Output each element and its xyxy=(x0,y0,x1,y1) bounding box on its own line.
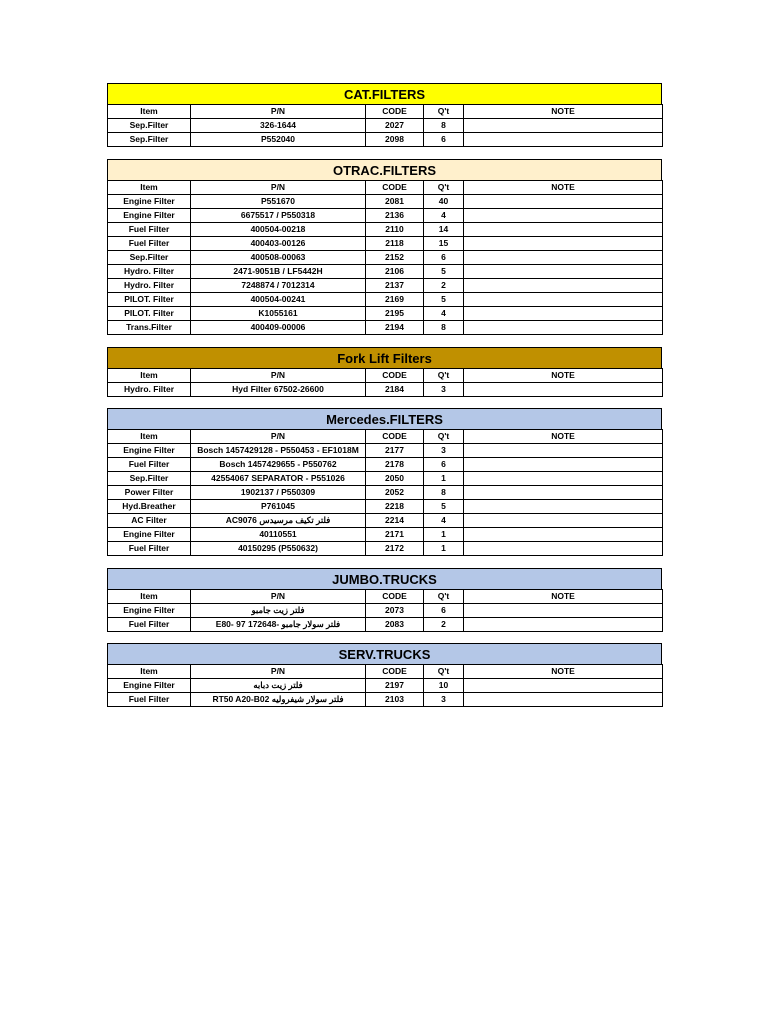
cell-item: Sep.Filter xyxy=(108,472,191,486)
cell-qt: 6 xyxy=(424,251,464,265)
filter-section xyxy=(107,159,662,335)
cell-pn: 326-1644 xyxy=(191,119,366,133)
table-row xyxy=(108,293,663,307)
column-header-item: Item xyxy=(108,181,191,195)
cell-item: Fuel Filter xyxy=(108,237,191,251)
cell-code: 2214 xyxy=(366,514,424,528)
filter-section xyxy=(107,643,662,707)
cell-item: Engine Filter xyxy=(108,604,191,618)
filter-table xyxy=(107,664,663,707)
section-title: JUMBO.TRUCKS xyxy=(107,568,662,589)
table-row xyxy=(108,528,663,542)
table-row xyxy=(108,251,663,265)
cell-qt: 8 xyxy=(424,486,464,500)
cell-item: Fuel Filter xyxy=(108,618,191,632)
section-title: SERV.TRUCKS xyxy=(107,643,662,664)
table-row xyxy=(108,133,663,147)
cell-code: 2118 xyxy=(366,237,424,251)
table-row xyxy=(108,223,663,237)
cell-qt: 15 xyxy=(424,237,464,251)
cell-note xyxy=(464,472,663,486)
cell-pn: فلتر زيت دبابه xyxy=(191,679,366,693)
cell-pn: 1902137 / P550309 xyxy=(191,486,366,500)
cell-item: Hydro. Filter xyxy=(108,265,191,279)
cell-code: 2098 xyxy=(366,133,424,147)
cell-pn: 40110551 xyxy=(191,528,366,542)
table-row xyxy=(108,679,663,693)
cell-pn: 400403-00126 xyxy=(191,237,366,251)
cell-pn: فلتر سولار شيفروليه RT50 A20-B02 xyxy=(191,693,366,707)
cell-note xyxy=(464,500,663,514)
cell-item: Engine Filter xyxy=(108,679,191,693)
section-title: Fork Lift Filters xyxy=(107,347,662,368)
cell-note xyxy=(464,618,663,632)
cell-note xyxy=(464,133,663,147)
cell-code: 2171 xyxy=(366,528,424,542)
cell-code: 2103 xyxy=(366,693,424,707)
cell-pn: Hyd Filter 67502-26600 xyxy=(191,383,366,397)
table-row xyxy=(108,472,663,486)
header-row xyxy=(108,105,663,119)
cell-qt: 3 xyxy=(424,444,464,458)
cell-note xyxy=(464,444,663,458)
filter-table xyxy=(107,180,663,335)
column-header-note: NOTE xyxy=(464,430,663,444)
cell-qt: 3 xyxy=(424,693,464,707)
column-header-note: NOTE xyxy=(464,665,663,679)
cell-code: 2218 xyxy=(366,500,424,514)
column-header-item: Item xyxy=(108,590,191,604)
cell-item: PILOT. Filter xyxy=(108,293,191,307)
cell-qt: 5 xyxy=(424,500,464,514)
table-row xyxy=(108,279,663,293)
cell-item: Fuel Filter xyxy=(108,693,191,707)
cell-pn: 42554067 SEPARATOR - P551026 xyxy=(191,472,366,486)
column-header-qt: Q't xyxy=(424,665,464,679)
cell-qt: 8 xyxy=(424,321,464,335)
cell-qt: 1 xyxy=(424,472,464,486)
cell-note xyxy=(464,279,663,293)
cell-pn: 40150295 (P550632) xyxy=(191,542,366,556)
filter-table xyxy=(107,104,663,147)
cell-qt: 4 xyxy=(424,514,464,528)
table-row xyxy=(108,514,663,528)
table-row xyxy=(108,119,663,133)
column-header-code: CODE xyxy=(366,181,424,195)
filter-section xyxy=(107,568,662,632)
column-header-note: NOTE xyxy=(464,105,663,119)
cell-note xyxy=(464,209,663,223)
column-header-qt: Q't xyxy=(424,181,464,195)
cell-pn: 400504-00218 xyxy=(191,223,366,237)
table-row xyxy=(108,444,663,458)
cell-qt: 8 xyxy=(424,119,464,133)
section-title: OTRAC.FILTERS xyxy=(107,159,662,180)
cell-note xyxy=(464,528,663,542)
section-title: Mercedes.FILTERS xyxy=(107,408,662,429)
table-row xyxy=(108,321,663,335)
cell-item: Trans.Filter xyxy=(108,321,191,335)
column-header-note: NOTE xyxy=(464,369,663,383)
cell-item: Engine Filter xyxy=(108,528,191,542)
cell-pn: P761045 xyxy=(191,500,366,514)
cell-pn: 2471-9051B / LF5442H xyxy=(191,265,366,279)
cell-code: 2184 xyxy=(366,383,424,397)
cell-pn: Bosch 1457429655 - P550762 xyxy=(191,458,366,472)
column-header-code: CODE xyxy=(366,590,424,604)
table-row xyxy=(108,542,663,556)
cell-pn: K1055161 xyxy=(191,307,366,321)
cell-code: 2050 xyxy=(366,472,424,486)
cell-pn: Bosch 1457429128 - P550453 - EF1018M xyxy=(191,444,366,458)
cell-pn: P552040 xyxy=(191,133,366,147)
table-row xyxy=(108,693,663,707)
cell-qt: 2 xyxy=(424,618,464,632)
cell-code: 2169 xyxy=(366,293,424,307)
cell-qt: 6 xyxy=(424,133,464,147)
cell-note xyxy=(464,293,663,307)
column-header-qt: Q't xyxy=(424,430,464,444)
header-row xyxy=(108,665,663,679)
table-row xyxy=(108,604,663,618)
cell-note xyxy=(464,693,663,707)
filter-table xyxy=(107,589,663,632)
filter-table xyxy=(107,429,663,556)
cell-note xyxy=(464,265,663,279)
cell-pn: 400409-00006 xyxy=(191,321,366,335)
cell-item: Fuel Filter xyxy=(108,542,191,556)
filter-section xyxy=(107,347,662,397)
table-row xyxy=(108,265,663,279)
cell-code: 2136 xyxy=(366,209,424,223)
column-header-code: CODE xyxy=(366,665,424,679)
section-title: CAT.FILTERS xyxy=(107,83,662,104)
header-row xyxy=(108,590,663,604)
cell-code: 2194 xyxy=(366,321,424,335)
cell-qt: 40 xyxy=(424,195,464,209)
cell-item: Hyd.Breather xyxy=(108,500,191,514)
cell-item: Fuel Filter xyxy=(108,223,191,237)
cell-code: 2110 xyxy=(366,223,424,237)
cell-note xyxy=(464,195,663,209)
cell-code: 2106 xyxy=(366,265,424,279)
cell-code: 2197 xyxy=(366,679,424,693)
cell-qt: 14 xyxy=(424,223,464,237)
cell-item: Engine Filter xyxy=(108,209,191,223)
cell-item: PILOT. Filter xyxy=(108,307,191,321)
cell-code: 2052 xyxy=(366,486,424,500)
cell-item: Fuel Filter xyxy=(108,458,191,472)
cell-qt: 6 xyxy=(424,458,464,472)
cell-code: 2177 xyxy=(366,444,424,458)
cell-qt: 6 xyxy=(424,604,464,618)
filter-section xyxy=(107,83,662,147)
filter-section xyxy=(107,408,662,556)
table-row xyxy=(108,618,663,632)
cell-note xyxy=(464,514,663,528)
cell-pn: فلتر زيت جامبو xyxy=(191,604,366,618)
cell-item: Hydro. Filter xyxy=(108,279,191,293)
cell-pn: 6675517 / P550318 xyxy=(191,209,366,223)
cell-note xyxy=(464,486,663,500)
cell-qt: 1 xyxy=(424,528,464,542)
cell-qt: 4 xyxy=(424,209,464,223)
cell-code: 2073 xyxy=(366,604,424,618)
table-row xyxy=(108,458,663,472)
column-header-pn: P/N xyxy=(191,369,366,383)
column-header-item: Item xyxy=(108,369,191,383)
cell-item: AC Filter xyxy=(108,514,191,528)
cell-note xyxy=(464,237,663,251)
cell-note xyxy=(464,321,663,335)
cell-qt: 1 xyxy=(424,542,464,556)
cell-pn: 400508-00063 xyxy=(191,251,366,265)
cell-qt: 3 xyxy=(424,383,464,397)
cell-note xyxy=(464,679,663,693)
cell-item: Engine Filter xyxy=(108,195,191,209)
table-row xyxy=(108,195,663,209)
column-header-note: NOTE xyxy=(464,590,663,604)
column-header-pn: P/N xyxy=(191,665,366,679)
cell-note xyxy=(464,458,663,472)
cell-item: Sep.Filter xyxy=(108,119,191,133)
cell-code: 2027 xyxy=(366,119,424,133)
column-header-qt: Q't xyxy=(424,105,464,119)
column-header-qt: Q't xyxy=(424,590,464,604)
cell-note xyxy=(464,119,663,133)
header-row xyxy=(108,369,663,383)
cell-qt: 2 xyxy=(424,279,464,293)
cell-code: 2081 xyxy=(366,195,424,209)
cell-qt: 5 xyxy=(424,293,464,307)
cell-code: 2195 xyxy=(366,307,424,321)
cell-qt: 5 xyxy=(424,265,464,279)
table-row xyxy=(108,237,663,251)
cell-item: Engine Filter xyxy=(108,444,191,458)
column-header-pn: P/N xyxy=(191,181,366,195)
cell-pn: Eفلتر سولار جامبو -172648 97 -80 xyxy=(191,618,366,632)
header-row xyxy=(108,181,663,195)
cell-qt: 4 xyxy=(424,307,464,321)
cell-pn: فلتر تكيف مرسيدس AC9076 xyxy=(191,514,366,528)
header-row xyxy=(108,430,663,444)
column-header-item: Item xyxy=(108,430,191,444)
column-header-code: CODE xyxy=(366,430,424,444)
cell-note xyxy=(464,383,663,397)
table-row xyxy=(108,500,663,514)
cell-item: Sep.Filter xyxy=(108,251,191,265)
cell-code: 2172 xyxy=(366,542,424,556)
filter-table xyxy=(107,368,663,397)
cell-note xyxy=(464,251,663,265)
cell-qt: 10 xyxy=(424,679,464,693)
cell-note xyxy=(464,542,663,556)
cell-pn: 400504-00241 xyxy=(191,293,366,307)
column-header-item: Item xyxy=(108,665,191,679)
cell-note xyxy=(464,604,663,618)
column-header-note: NOTE xyxy=(464,181,663,195)
column-header-qt: Q't xyxy=(424,369,464,383)
cell-code: 2137 xyxy=(366,279,424,293)
cell-item: Power Filter xyxy=(108,486,191,500)
cell-item: Hydro. Filter xyxy=(108,383,191,397)
column-header-code: CODE xyxy=(366,369,424,383)
column-header-pn: P/N xyxy=(191,430,366,444)
column-header-pn: P/N xyxy=(191,590,366,604)
cell-code: 2083 xyxy=(366,618,424,632)
table-row xyxy=(108,307,663,321)
cell-code: 2152 xyxy=(366,251,424,265)
cell-pn: P551670 xyxy=(191,195,366,209)
cell-item: Sep.Filter xyxy=(108,133,191,147)
cell-note xyxy=(464,223,663,237)
cell-pn: 7248874 / 7012314 xyxy=(191,279,366,293)
column-header-code: CODE xyxy=(366,105,424,119)
table-row xyxy=(108,486,663,500)
cell-note xyxy=(464,307,663,321)
column-header-item: Item xyxy=(108,105,191,119)
column-header-pn: P/N xyxy=(191,105,366,119)
table-row xyxy=(108,209,663,223)
table-row xyxy=(108,383,663,397)
cell-code: 2178 xyxy=(366,458,424,472)
